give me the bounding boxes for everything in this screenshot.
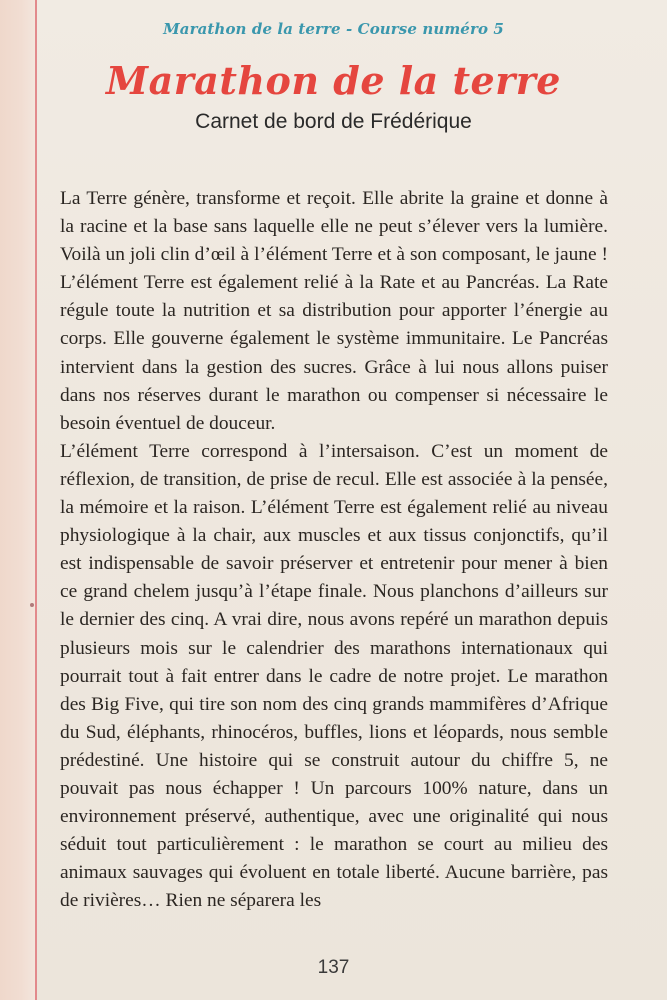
paragraph: La Terre génère, transforme et reçoit. Elle abrite la graine et donne à la racine et la base sans laquelle elle ne peut s’élever vers la lumière. Voilà un joli clin d’œil à l’élément Terre et à son composant, le jaune ! L’élément Terre est également relié à la Rate et au Pancréas. La Rate régule toute la nutrition et sa distribution pour apporter l’énergie au corps. Elle gouverne également le système immunitaire. Le Pancréas intervient dans la gestion des sucres. Grâce à lui nous allons puiser dans nos réserves durant le marathon ou compenser si nécessaire le besoin éventuel de douceur.	[60, 188, 608, 434]
chapter-title: Marathon de la terre	[106, 58, 561, 103]
margin-line	[35, 0, 37, 1000]
body-text	[60, 185, 608, 915]
running-header: Marathon de la terre - Course numéro 5	[163, 20, 504, 38]
chapter-subtitle: Carnet de bord de Frédérique	[195, 110, 472, 133]
page-number: 137	[317, 957, 350, 978]
paragraph: L’élément Terre correspond à l’intersaison. C’est un moment de réflexion, de transition, de prise de recul. Elle est associée à la pensée, la mémoire et la raison. L’élément Terre est également relié au niveau physiologique à la chair, aux muscles et aux tissus conjonctifs, qu’il est indispensable de savoir préserver et entretenir pour mener à bien ce grand chelem jusqu’à l’étape finale. Nous planchons d’ailleurs sur le dernier des cinq. A vrai dire, nous avons repéré un marathon depuis plusieurs mois sur le calendrier des marathons internationaux qui pourrait tout à fait entrer dans le cadre de notre projet. Le marathon des Big Five, qui tire son nom des cinq grands mammifères d’Afrique du Sud, éléphants, rhinocéros, buffles, lions et léopards, nous semble prédestiné. Une histoire qui se construit autour du chiffre 5, ne pouvait pas nous échapper ! Un parcours 100% nature, dans un environnement préservé, authentique, avec une originalité qui nous séduit tout particulièrement : le marathon se court au milieu des animaux sauvages qui évoluent en totale liberté. Aucune barrière, pas de rivières… Rien ne séparera les	[60, 440, 608, 912]
left-margin-band	[0, 0, 35, 1000]
paper-speck	[30, 603, 34, 607]
